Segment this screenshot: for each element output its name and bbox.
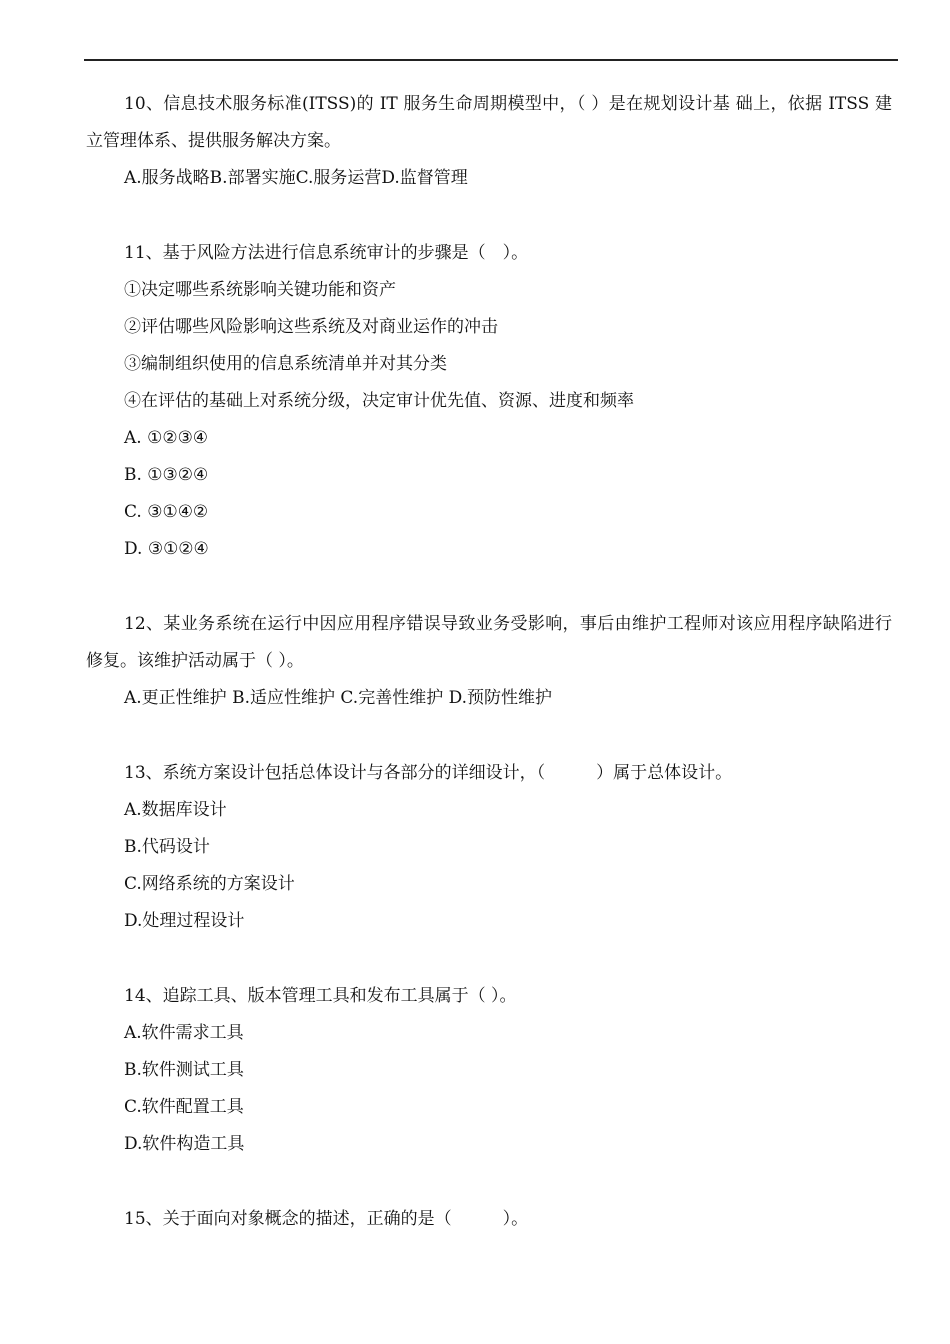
option-line: A. ①②③④ — [124, 428, 209, 448]
option-line: D.处理过程设计 — [124, 911, 245, 931]
question-10 — [86, 86, 892, 197]
option-line: D. ③①②④ — [124, 539, 209, 559]
question-stem: 15、关于面向对象概念的描述，正确的是（ ）。 — [124, 1209, 529, 1229]
option-line: B.代码设计 — [124, 837, 210, 857]
question-13 — [86, 755, 892, 940]
option-line: A.更正性维护 B.适应性维护 C.完善性维护 D.预防性维护 — [124, 688, 553, 708]
option-line: C.网络系统的方案设计 — [124, 874, 295, 894]
spacer — [86, 568, 892, 606]
option-line: A.服务战略B.部署实施C.服务运营D.监督管理 — [124, 168, 468, 188]
document-body — [86, 86, 892, 1238]
question-stem: 13、系统方案设计包括总体设计与各部分的详细设计，（ ）属于总体设计。 — [124, 763, 733, 783]
spacer — [86, 717, 892, 755]
spacer — [86, 1163, 892, 1201]
option-line: C.软件配置工具 — [124, 1097, 244, 1117]
step-line: ②评估哪些风险影响这些系统及对商业运作的冲击 — [124, 317, 498, 337]
question-stem: 12、某业务系统在运行中因应用程序错误导致业务受影响，事后由维护工程师对该应用程序缺陷进行修复。该维护活动属于（ ）。 — [86, 614, 892, 671]
question-11 — [86, 235, 892, 568]
question-15 — [86, 1201, 892, 1238]
step-line: ④在评估的基础上对系统分级，决定审计优先值、资源、进度和频率 — [124, 391, 634, 411]
step-line: ①决定哪些系统影响关键功能和资产 — [124, 280, 396, 300]
step-line: ③编制组织使用的信息系统清单并对其分类 — [124, 354, 447, 374]
question-12 — [86, 606, 892, 717]
spacer — [86, 197, 892, 235]
option-line: A.数据库设计 — [124, 800, 227, 820]
question-stem: 10、信息技术服务标准(ITSS)的 IT 服务生命周期模型中，（ ）是在规划设计基 础上，依据 ITSS 建立管理体系、提供服务解决方案。 — [86, 94, 892, 151]
option-line: D.软件构造工具 — [124, 1134, 245, 1154]
option-line: A.软件需求工具 — [124, 1023, 244, 1043]
header-rule — [84, 59, 898, 61]
question-stem: 11、基于风险方法进行信息系统审计的步骤是（ ）。 — [124, 243, 529, 263]
option-line: B. ①③②④ — [124, 465, 209, 485]
question-stem: 14、追踪工具、版本管理工具和发布工具属于（ ）。 — [124, 986, 517, 1006]
option-line: B.软件测试工具 — [124, 1060, 244, 1080]
spacer — [86, 940, 892, 978]
option-line: C. ③①④② — [124, 502, 209, 522]
question-14 — [86, 978, 892, 1163]
